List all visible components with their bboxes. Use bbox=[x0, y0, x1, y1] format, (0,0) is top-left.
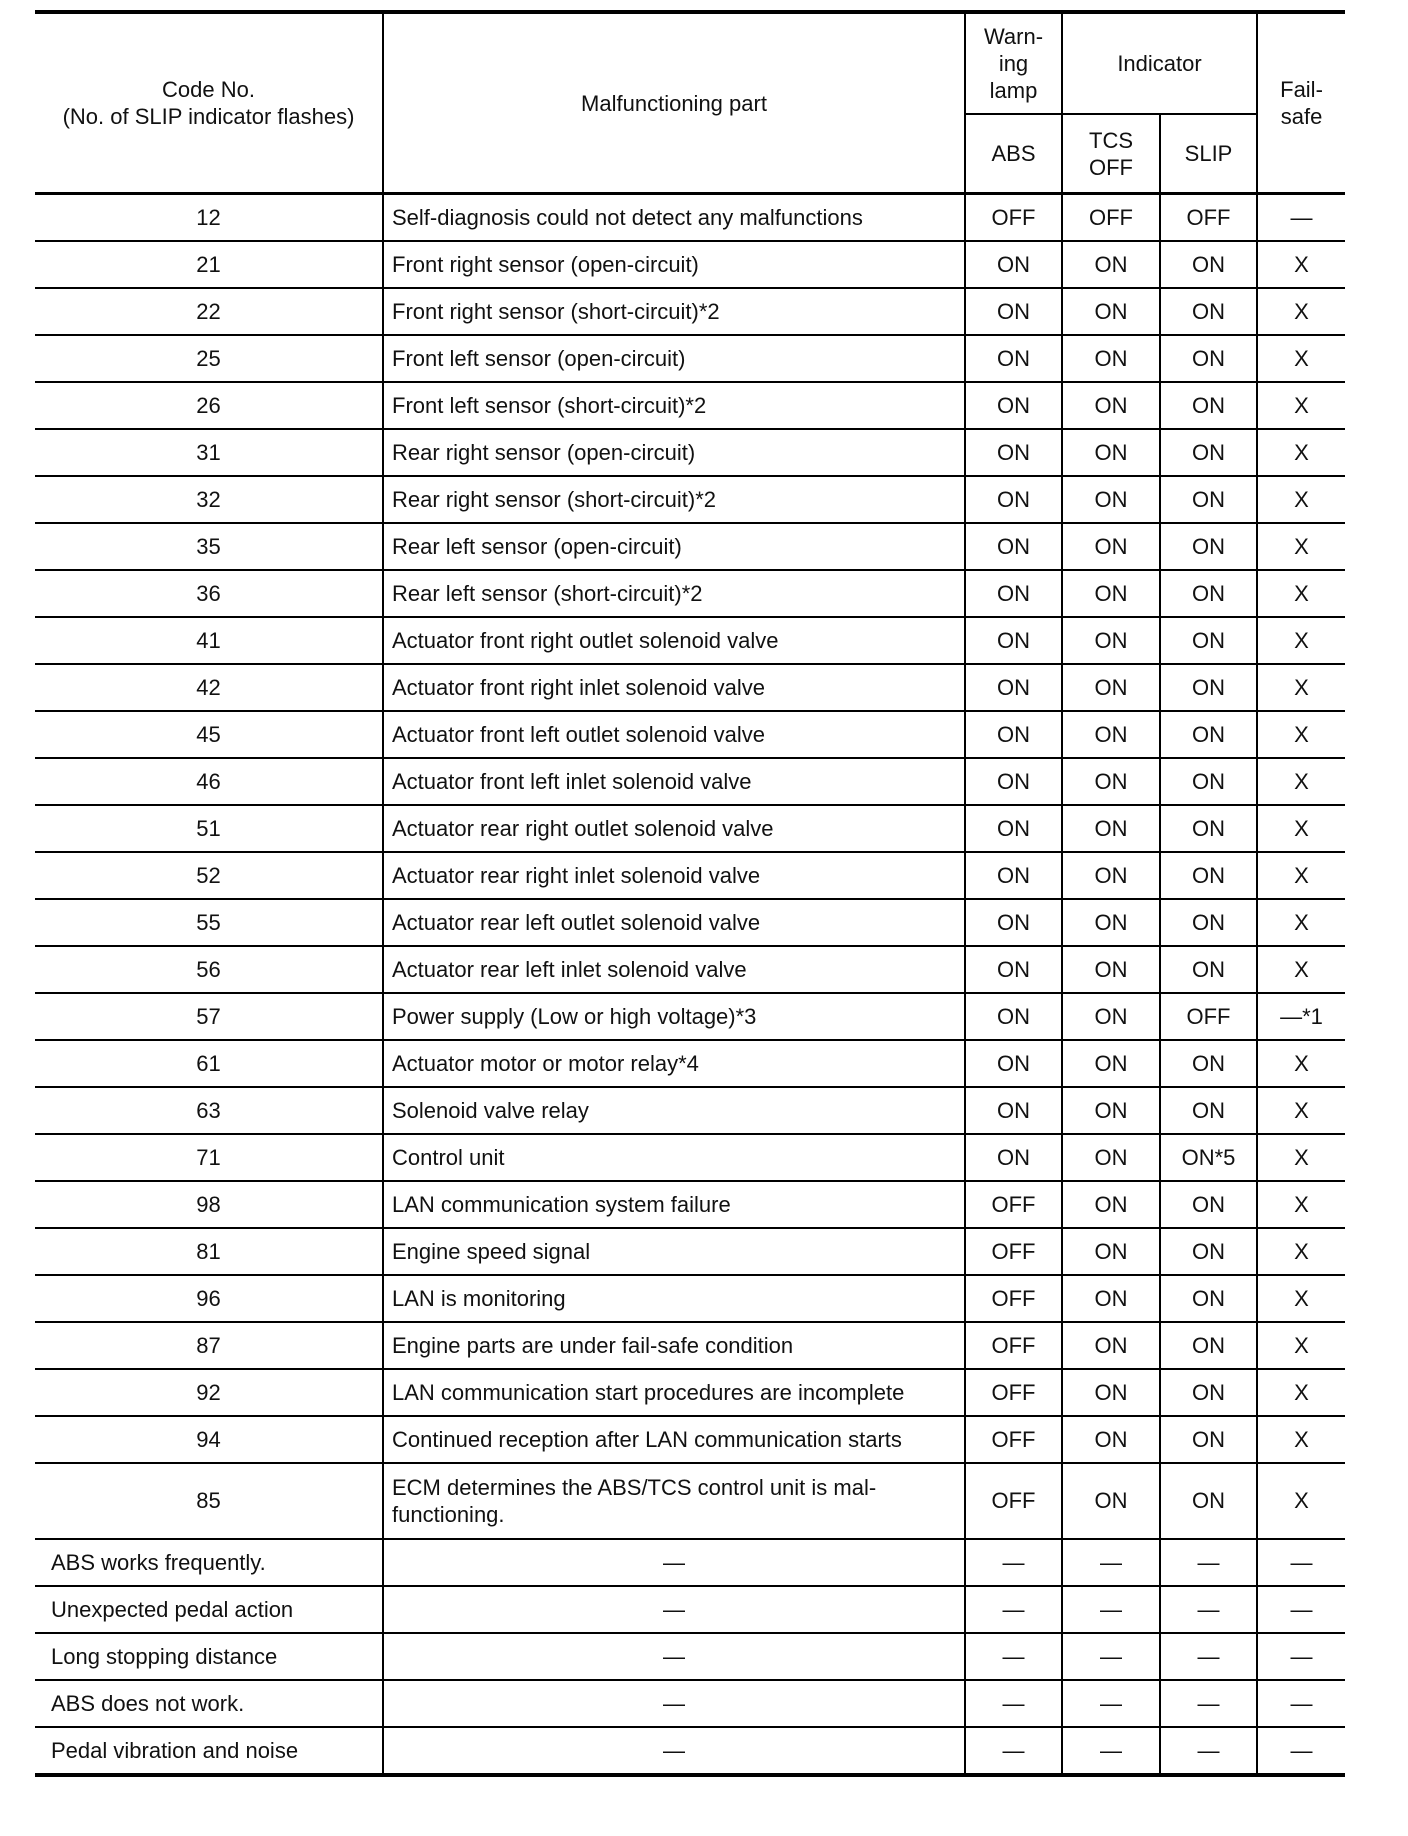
malfunctioning-part-cell: Front right sensor (open-circuit) bbox=[383, 241, 965, 288]
code-cell: 55 bbox=[35, 899, 383, 946]
tcs-off-indicator-cell: ON bbox=[1062, 1087, 1160, 1134]
symptom-row bbox=[35, 1633, 1345, 1680]
abs-warning-lamp-cell: OFF bbox=[965, 1181, 1062, 1228]
abs-warning-lamp-cell: ON bbox=[965, 241, 1062, 288]
fail-safe-cell: X bbox=[1257, 711, 1345, 758]
malfunctioning-part-cell: Self-diagnosis could not detect any malfunctions bbox=[383, 194, 965, 242]
table-row bbox=[35, 1040, 1345, 1087]
fail-safe-cell: X bbox=[1257, 335, 1345, 382]
fail-safe-cell: X bbox=[1257, 476, 1345, 523]
header-warning-lamp bbox=[965, 12, 1062, 114]
header-code-no bbox=[35, 12, 383, 194]
abs-warning-lamp-cell: ON bbox=[965, 711, 1062, 758]
code-cell: 52 bbox=[35, 852, 383, 899]
code-cell: 36 bbox=[35, 570, 383, 617]
table-row bbox=[35, 711, 1345, 758]
tcs-off-indicator-cell: ON bbox=[1062, 476, 1160, 523]
slip-indicator-cell: ON bbox=[1160, 476, 1257, 523]
abs-warning-lamp-cell: — bbox=[965, 1727, 1062, 1775]
header-failsafe-line2: safe bbox=[1280, 104, 1323, 129]
malfunctioning-part-cell: Actuator rear right outlet solenoid valve bbox=[383, 805, 965, 852]
table-row bbox=[35, 429, 1345, 476]
fail-safe-cell: X bbox=[1257, 664, 1345, 711]
tcs-off-indicator-cell: ON bbox=[1062, 617, 1160, 664]
slip-indicator-cell: ON bbox=[1160, 852, 1257, 899]
table-body bbox=[35, 194, 1345, 1776]
tcs-off-indicator-cell: ON bbox=[1062, 429, 1160, 476]
code-cell: Unexpected pedal action bbox=[35, 1586, 383, 1633]
code-cell: 12 bbox=[35, 194, 383, 242]
malfunctioning-part-cell: Power supply (Low or high voltage)*3 bbox=[383, 993, 965, 1040]
abs-warning-lamp-cell: ON bbox=[965, 946, 1062, 993]
slip-indicator-cell: ON bbox=[1160, 1275, 1257, 1322]
abs-warning-lamp-cell: ON bbox=[965, 899, 1062, 946]
slip-indicator-cell: — bbox=[1160, 1539, 1257, 1586]
malfunctioning-part-cell: Continued reception after LAN communication starts bbox=[383, 1416, 965, 1463]
table-row bbox=[35, 1134, 1345, 1181]
fail-safe-cell: X bbox=[1257, 429, 1345, 476]
slip-indicator-cell: ON bbox=[1160, 1040, 1257, 1087]
malfunctioning-part-cell: Front left sensor (open-circuit) bbox=[383, 335, 965, 382]
fail-safe-cell: X bbox=[1257, 617, 1345, 664]
code-cell: Pedal vibration and noise bbox=[35, 1727, 383, 1775]
code-cell: 87 bbox=[35, 1322, 383, 1369]
code-cell: 26 bbox=[35, 382, 383, 429]
slip-indicator-cell: — bbox=[1160, 1586, 1257, 1633]
abs-warning-lamp-cell: ON bbox=[965, 523, 1062, 570]
slip-indicator-cell: ON bbox=[1160, 664, 1257, 711]
table-row bbox=[35, 570, 1345, 617]
header-code-no-line2: (No. of SLIP indicator flashes) bbox=[62, 104, 355, 129]
malfunctioning-part-cell: Actuator front left inlet solenoid valve bbox=[383, 758, 965, 805]
tcs-off-indicator-cell: ON bbox=[1062, 1181, 1160, 1228]
fail-safe-cell: X bbox=[1257, 852, 1345, 899]
malfunctioning-part-cell: Solenoid valve relay bbox=[383, 1087, 965, 1134]
header-slip: SLIP bbox=[1160, 114, 1257, 194]
tcs-off-indicator-cell: — bbox=[1062, 1680, 1160, 1727]
table-row bbox=[35, 382, 1345, 429]
malfunctioning-part-cell: Actuator front right outlet solenoid valve bbox=[383, 617, 965, 664]
code-cell: Long stopping distance bbox=[35, 1633, 383, 1680]
code-cell: 46 bbox=[35, 758, 383, 805]
fail-safe-cell: X bbox=[1257, 1463, 1345, 1539]
header-warning-line3: lamp bbox=[989, 78, 1038, 103]
fail-safe-cell: X bbox=[1257, 758, 1345, 805]
fail-safe-cell: X bbox=[1257, 1416, 1345, 1463]
abs-warning-lamp-cell: OFF bbox=[965, 194, 1062, 242]
tcs-off-indicator-cell: — bbox=[1062, 1727, 1160, 1775]
abs-warning-lamp-cell: ON bbox=[965, 288, 1062, 335]
slip-indicator-cell: ON bbox=[1160, 617, 1257, 664]
slip-indicator-cell: ON bbox=[1160, 1228, 1257, 1275]
table-row bbox=[35, 476, 1345, 523]
abs-warning-lamp-cell: ON bbox=[965, 852, 1062, 899]
code-cell: 41 bbox=[35, 617, 383, 664]
malfunctioning-part-cell: Engine parts are under fail-safe condition bbox=[383, 1322, 965, 1369]
table-row bbox=[35, 664, 1345, 711]
abs-warning-lamp-cell: ON bbox=[965, 993, 1062, 1040]
slip-indicator-cell: ON bbox=[1160, 1369, 1257, 1416]
abs-warning-lamp-cell: OFF bbox=[965, 1416, 1062, 1463]
code-cell: 81 bbox=[35, 1228, 383, 1275]
code-cell: 98 bbox=[35, 1181, 383, 1228]
table-row bbox=[35, 1275, 1345, 1322]
fail-safe-cell: X bbox=[1257, 523, 1345, 570]
tcs-off-indicator-cell: — bbox=[1062, 1586, 1160, 1633]
header-indicator: Indicator bbox=[1062, 12, 1257, 114]
malfunctioning-part-cell: — bbox=[383, 1680, 965, 1727]
code-cell: 61 bbox=[35, 1040, 383, 1087]
malfunctioning-part-cell: — bbox=[383, 1586, 965, 1633]
slip-indicator-cell: ON bbox=[1160, 758, 1257, 805]
table-row bbox=[35, 758, 1345, 805]
malfunctioning-part-cell: Control unit bbox=[383, 1134, 965, 1181]
slip-indicator-cell: ON bbox=[1160, 335, 1257, 382]
fail-safe-cell: X bbox=[1257, 1181, 1345, 1228]
abs-warning-lamp-cell: ON bbox=[965, 476, 1062, 523]
slip-indicator-cell: ON*5 bbox=[1160, 1134, 1257, 1181]
header-failsafe-line1: Fail- bbox=[1280, 77, 1323, 102]
tcs-off-indicator-cell: ON bbox=[1062, 382, 1160, 429]
slip-indicator-cell: ON bbox=[1160, 382, 1257, 429]
table-row bbox=[35, 852, 1345, 899]
abs-warning-lamp-cell: — bbox=[965, 1680, 1062, 1727]
malfunctioning-part-cell: — bbox=[383, 1539, 965, 1586]
tcs-off-indicator-cell: ON bbox=[1062, 1322, 1160, 1369]
code-cell: ABS does not work. bbox=[35, 1680, 383, 1727]
malfunctioning-part-cell: Actuator rear left outlet solenoid valve bbox=[383, 899, 965, 946]
slip-indicator-cell: ON bbox=[1160, 429, 1257, 476]
abs-warning-lamp-cell: ON bbox=[965, 570, 1062, 617]
code-cell: 96 bbox=[35, 1275, 383, 1322]
tcs-off-indicator-cell: ON bbox=[1062, 1228, 1160, 1275]
malfunctioning-part-cell: Rear left sensor (open-circuit) bbox=[383, 523, 965, 570]
tcs-off-indicator-cell: ON bbox=[1062, 852, 1160, 899]
abs-warning-lamp-cell: ON bbox=[965, 1040, 1062, 1087]
tcs-off-indicator-cell: ON bbox=[1062, 1134, 1160, 1181]
malfunctioning-part-cell: ECM determines the ABS/TCS control unit is mal-functioning. bbox=[383, 1463, 965, 1539]
code-cell: 94 bbox=[35, 1416, 383, 1463]
slip-indicator-cell: ON bbox=[1160, 570, 1257, 617]
abs-warning-lamp-cell: ON bbox=[965, 1087, 1062, 1134]
code-cell: 85 bbox=[35, 1463, 383, 1539]
fail-safe-cell: X bbox=[1257, 241, 1345, 288]
tcs-off-indicator-cell: ON bbox=[1062, 805, 1160, 852]
header-fail-safe bbox=[1257, 12, 1345, 194]
table-row bbox=[35, 1416, 1345, 1463]
table-row bbox=[35, 241, 1345, 288]
table-row bbox=[35, 335, 1345, 382]
code-cell: 45 bbox=[35, 711, 383, 758]
malfunctioning-part-cell: Actuator rear right inlet solenoid valve bbox=[383, 852, 965, 899]
tcs-off-indicator-cell: ON bbox=[1062, 523, 1160, 570]
slip-indicator-cell: OFF bbox=[1160, 194, 1257, 242]
tcs-off-indicator-cell: OFF bbox=[1062, 194, 1160, 242]
table-row bbox=[35, 194, 1345, 242]
fail-safe-cell: X bbox=[1257, 899, 1345, 946]
abs-warning-lamp-cell: ON bbox=[965, 382, 1062, 429]
table-row bbox=[35, 1087, 1345, 1134]
slip-indicator-cell: ON bbox=[1160, 241, 1257, 288]
table-row bbox=[35, 1228, 1345, 1275]
tcs-off-indicator-cell: ON bbox=[1062, 335, 1160, 382]
table-row bbox=[35, 993, 1345, 1040]
malfunctioning-part-cell: Actuator motor or motor relay*4 bbox=[383, 1040, 965, 1087]
code-cell: 57 bbox=[35, 993, 383, 1040]
code-cell: ABS works frequently. bbox=[35, 1539, 383, 1586]
slip-indicator-cell: ON bbox=[1160, 523, 1257, 570]
malfunctioning-part-cell: Rear left sensor (short-circuit)*2 bbox=[383, 570, 965, 617]
table-row bbox=[35, 1369, 1345, 1416]
code-cell: 92 bbox=[35, 1369, 383, 1416]
code-cell: 51 bbox=[35, 805, 383, 852]
tcs-off-indicator-cell: ON bbox=[1062, 241, 1160, 288]
code-cell: 56 bbox=[35, 946, 383, 993]
abs-warning-lamp-cell: OFF bbox=[965, 1228, 1062, 1275]
header-warning-line1: Warn- bbox=[983, 24, 1044, 49]
fail-safe-cell: — bbox=[1257, 1727, 1345, 1775]
header-warning-line2: ing bbox=[998, 51, 1029, 76]
fail-safe-cell: X bbox=[1257, 946, 1345, 993]
malfunctioning-part-cell: LAN communication start procedures are incomplete bbox=[383, 1369, 965, 1416]
abs-warning-lamp-cell: ON bbox=[965, 664, 1062, 711]
malfunctioning-part-cell: LAN is monitoring bbox=[383, 1275, 965, 1322]
slip-indicator-cell: ON bbox=[1160, 946, 1257, 993]
malfunctioning-part-cell: Front left sensor (short-circuit)*2 bbox=[383, 382, 965, 429]
code-cell: 25 bbox=[35, 335, 383, 382]
table-row bbox=[35, 523, 1345, 570]
code-cell: 22 bbox=[35, 288, 383, 335]
code-cell: 32 bbox=[35, 476, 383, 523]
abs-warning-lamp-cell: — bbox=[965, 1539, 1062, 1586]
symptom-row bbox=[35, 1539, 1345, 1586]
diagnostic-code-table bbox=[35, 10, 1345, 1777]
malfunctioning-part-cell: Actuator front left outlet solenoid valve bbox=[383, 711, 965, 758]
malfunctioning-part-cell: Rear right sensor (open-circuit) bbox=[383, 429, 965, 476]
abs-warning-lamp-cell: OFF bbox=[965, 1275, 1062, 1322]
tcs-off-indicator-cell: ON bbox=[1062, 711, 1160, 758]
slip-indicator-cell: ON bbox=[1160, 711, 1257, 758]
fail-safe-cell: — bbox=[1257, 1539, 1345, 1586]
symptom-row bbox=[35, 1586, 1345, 1633]
tcs-off-indicator-cell: — bbox=[1062, 1539, 1160, 1586]
header-code-no-line1: Code No. bbox=[162, 77, 255, 102]
abs-warning-lamp-cell: ON bbox=[965, 335, 1062, 382]
abs-warning-lamp-cell: OFF bbox=[965, 1369, 1062, 1416]
code-cell: 42 bbox=[35, 664, 383, 711]
fail-safe-cell: X bbox=[1257, 382, 1345, 429]
table-row bbox=[35, 288, 1345, 335]
table-row bbox=[35, 617, 1345, 664]
code-cell: 35 bbox=[35, 523, 383, 570]
fail-safe-cell: — bbox=[1257, 194, 1345, 242]
tcs-off-indicator-cell: ON bbox=[1062, 758, 1160, 805]
abs-warning-lamp-cell: ON bbox=[965, 1134, 1062, 1181]
slip-indicator-cell: ON bbox=[1160, 1322, 1257, 1369]
fail-safe-cell: X bbox=[1257, 1369, 1345, 1416]
tcs-off-indicator-cell: ON bbox=[1062, 1275, 1160, 1322]
table-row bbox=[35, 805, 1345, 852]
fail-safe-cell: —*1 bbox=[1257, 993, 1345, 1040]
table-row bbox=[35, 899, 1345, 946]
fail-safe-cell: X bbox=[1257, 1134, 1345, 1181]
slip-indicator-cell: — bbox=[1160, 1633, 1257, 1680]
malfunctioning-part-cell: Actuator front right inlet solenoid valve bbox=[383, 664, 965, 711]
malfunctioning-part-cell: LAN communication system failure bbox=[383, 1181, 965, 1228]
slip-indicator-cell: ON bbox=[1160, 1416, 1257, 1463]
fail-safe-cell: X bbox=[1257, 570, 1345, 617]
tcs-off-indicator-cell: ON bbox=[1062, 288, 1160, 335]
fail-safe-cell: — bbox=[1257, 1586, 1345, 1633]
tcs-off-indicator-cell: ON bbox=[1062, 1040, 1160, 1087]
abs-warning-lamp-cell: OFF bbox=[965, 1463, 1062, 1539]
fail-safe-cell: X bbox=[1257, 1087, 1345, 1134]
slip-indicator-cell: ON bbox=[1160, 288, 1257, 335]
tcs-off-indicator-cell: ON bbox=[1062, 1416, 1160, 1463]
fail-safe-cell: X bbox=[1257, 1228, 1345, 1275]
abs-warning-lamp-cell: OFF bbox=[965, 1322, 1062, 1369]
fail-safe-cell: — bbox=[1257, 1633, 1345, 1680]
table-row bbox=[35, 1463, 1345, 1539]
symptom-row bbox=[35, 1680, 1345, 1727]
abs-warning-lamp-cell: — bbox=[965, 1633, 1062, 1680]
code-cell: 31 bbox=[35, 429, 383, 476]
fail-safe-cell: — bbox=[1257, 1680, 1345, 1727]
malfunctioning-part-cell: Engine speed signal bbox=[383, 1228, 965, 1275]
tcs-off-indicator-cell: ON bbox=[1062, 664, 1160, 711]
fail-safe-cell: X bbox=[1257, 1275, 1345, 1322]
tcs-off-indicator-cell: ON bbox=[1062, 899, 1160, 946]
code-cell: 21 bbox=[35, 241, 383, 288]
malfunctioning-part-cell: Rear right sensor (short-circuit)*2 bbox=[383, 476, 965, 523]
malfunctioning-part-cell: Actuator rear left inlet solenoid valve bbox=[383, 946, 965, 993]
abs-warning-lamp-cell: ON bbox=[965, 429, 1062, 476]
slip-indicator-cell: — bbox=[1160, 1727, 1257, 1775]
slip-indicator-cell: ON bbox=[1160, 805, 1257, 852]
tcs-off-indicator-cell: — bbox=[1062, 1633, 1160, 1680]
slip-indicator-cell: ON bbox=[1160, 899, 1257, 946]
code-cell: 71 bbox=[35, 1134, 383, 1181]
slip-indicator-cell: — bbox=[1160, 1680, 1257, 1727]
table-row bbox=[35, 946, 1345, 993]
fail-safe-cell: X bbox=[1257, 1322, 1345, 1369]
fail-safe-cell: X bbox=[1257, 1040, 1345, 1087]
slip-indicator-cell: ON bbox=[1160, 1463, 1257, 1539]
header-abs: ABS bbox=[965, 114, 1062, 194]
slip-indicator-cell: ON bbox=[1160, 1181, 1257, 1228]
abs-warning-lamp-cell: ON bbox=[965, 758, 1062, 805]
header-tcs-line2: OFF bbox=[1089, 154, 1133, 180]
tcs-off-indicator-cell: ON bbox=[1062, 1463, 1160, 1539]
fail-safe-cell: X bbox=[1257, 288, 1345, 335]
table-row bbox=[35, 1322, 1345, 1369]
code-cell: 63 bbox=[35, 1087, 383, 1134]
malfunctioning-part-cell: — bbox=[383, 1633, 965, 1680]
header-malfunctioning-part: Malfunctioning part bbox=[383, 12, 965, 194]
malfunctioning-part-cell: Front right sensor (short-circuit)*2 bbox=[383, 288, 965, 335]
tcs-off-indicator-cell: ON bbox=[1062, 993, 1160, 1040]
tcs-off-indicator-cell: ON bbox=[1062, 1369, 1160, 1416]
abs-warning-lamp-cell: ON bbox=[965, 805, 1062, 852]
tcs-off-indicator-cell: ON bbox=[1062, 570, 1160, 617]
header-tcs-off bbox=[1062, 114, 1160, 194]
fail-safe-cell: X bbox=[1257, 805, 1345, 852]
tcs-off-indicator-cell: ON bbox=[1062, 946, 1160, 993]
symptom-row bbox=[35, 1727, 1345, 1775]
abs-warning-lamp-cell: ON bbox=[965, 617, 1062, 664]
slip-indicator-cell: ON bbox=[1160, 1087, 1257, 1134]
table-header bbox=[35, 12, 1345, 194]
table-row bbox=[35, 1181, 1345, 1228]
header-tcs-line1: TCS bbox=[1089, 127, 1133, 153]
slip-indicator-cell: OFF bbox=[1160, 993, 1257, 1040]
malfunctioning-part-cell: — bbox=[383, 1727, 965, 1775]
abs-warning-lamp-cell: — bbox=[965, 1586, 1062, 1633]
